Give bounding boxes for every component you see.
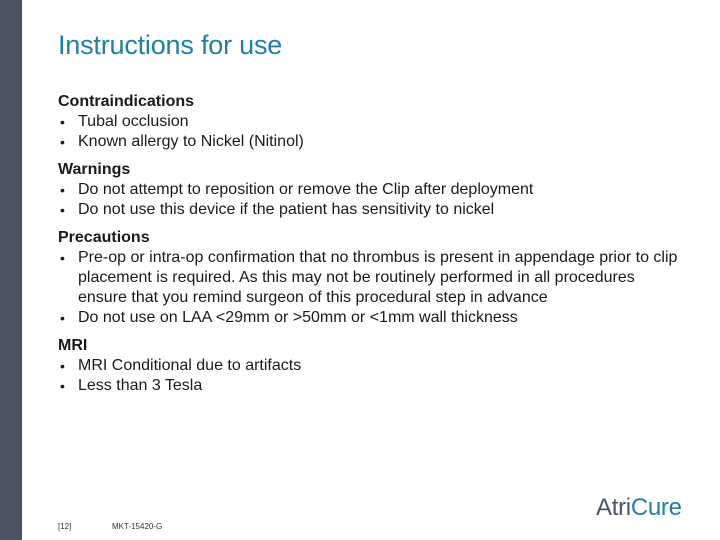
list-item: • Do not use this device if the patient has sensitivity to nickel	[60, 201, 495, 218]
section-heading-precautions: Precautions	[58, 229, 150, 246]
warnings-list	[58, 180, 678, 220]
page-title: Instructions for use	[58, 30, 283, 60]
left-accent-bar	[0, 0, 22, 540]
document-code: MKT-15420-G	[112, 522, 163, 531]
list-item: • Do not attempt to reposition or remove the Clip after deployment	[60, 181, 534, 198]
bullet-icon: •	[60, 202, 65, 218]
bullet-icon: •	[60, 134, 65, 150]
bullet-icon: •	[60, 250, 65, 266]
contraindications-list	[58, 112, 678, 152]
list-item: • Pre-op or intra-op confirmation that no thrombus is present in appendage prior to clip placement is required. As this may not be routinely performed in all procedures ensure that you remind surgeon of this procedural step in advance	[60, 249, 678, 306]
atricure-logo: AtriCure	[596, 494, 682, 521]
precautions-list	[58, 248, 678, 328]
bullet-icon: •	[60, 182, 65, 198]
section-heading-contraindications: Contraindications	[58, 93, 195, 110]
slide-content	[58, 92, 678, 396]
list-item: • Known allergy to Nickel (Nitinol)	[60, 133, 304, 150]
list-item: • Tubal occlusion	[60, 113, 189, 130]
page-number: [12]	[58, 522, 72, 531]
bullet-icon: •	[60, 378, 65, 394]
list-item: • Less than 3 Tesla	[60, 377, 203, 394]
bullet-icon: •	[60, 114, 65, 130]
section-heading-warnings: Warnings	[58, 161, 131, 178]
list-item: • Do not use on LAA <29mm or >50mm or <1mm wall thickness	[60, 309, 518, 326]
mri-list	[58, 356, 678, 396]
bullet-icon: •	[60, 310, 65, 326]
section-heading-mri: MRI	[58, 337, 88, 354]
bullet-icon: •	[60, 358, 65, 374]
list-item: • MRI Conditional due to artifacts	[60, 357, 302, 374]
